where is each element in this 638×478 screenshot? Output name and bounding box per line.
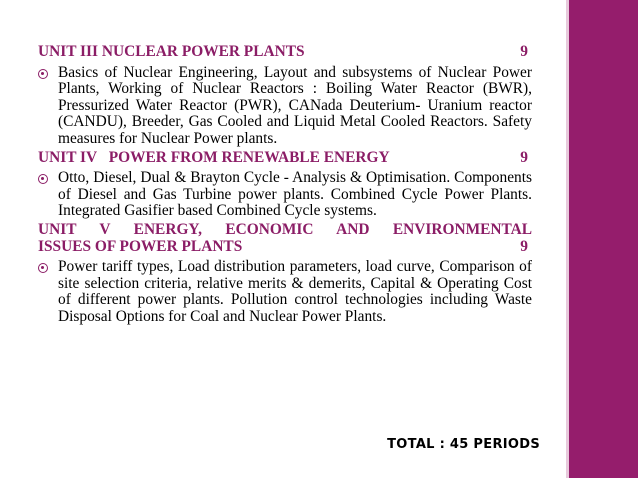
slide-content bbox=[38, 44, 532, 328]
decorative-sidebar bbox=[569, 0, 638, 478]
unit-5-heading-line2 bbox=[38, 239, 532, 256]
unit-4-bullet bbox=[38, 170, 532, 220]
bullet-icon bbox=[38, 263, 48, 273]
unit-3-bullet bbox=[38, 65, 532, 148]
unit-5-text: Power tariff types, Load distribution parameters, load curve, Comparison of site selection criteria, relative merits & demerits, Capital & Operating Cost of different power plants. Pollution control technologies including Waste Disposal Options for Coal and Nuclear Power Plants. bbox=[58, 258, 532, 325]
unit-5-heading-line1: UNIT V ENERGY, ECONOMIC AND ENVIRONMENTAL bbox=[38, 220, 532, 238]
unit-3-text: Basics of Nuclear Engineering, Layout and subsystems of Nuclear Power Plants, Working of Nuclear Reactors : Boiling Water Reactor (BWR), Pressurized Water Reactor (PWR), CANada Deuterium- Uranium reactor (CANDU), Breeder, Gas Cooled and Liquid Metal Cooled Reactors. Safety measures for Nuclear Power plants. bbox=[58, 63, 532, 147]
unit-4-heading bbox=[38, 150, 532, 167]
unit-4-text: Otto, Diesel, Dual & Brayton Cycle - Analysis & Optimisation. Components of Diesel and Gas Turbine power plants. Combined Cycle Power Plants. Integrated Gasifier based Combined Cycle systems. bbox=[58, 169, 532, 220]
total-periods: TOTAL : 45 PERIODS bbox=[387, 437, 540, 452]
unit-3-hours: 9 bbox=[520, 43, 528, 60]
unit-5-bullet bbox=[38, 259, 532, 325]
unit-4-title: UNIT IV POWER FROM RENEWABLE ENERGY bbox=[38, 148, 390, 166]
bullet-icon bbox=[38, 174, 48, 184]
unit-5-hours: 9 bbox=[520, 237, 528, 255]
unit-3-title: UNIT III NUCLEAR POWER PLANTS bbox=[38, 43, 305, 60]
unit-4-hours: 9 bbox=[520, 148, 528, 166]
bullet-icon bbox=[38, 69, 48, 79]
unit-3-heading bbox=[38, 44, 532, 61]
unit-5-title-line2: ISSUES OF POWER PLANTS bbox=[38, 237, 243, 255]
